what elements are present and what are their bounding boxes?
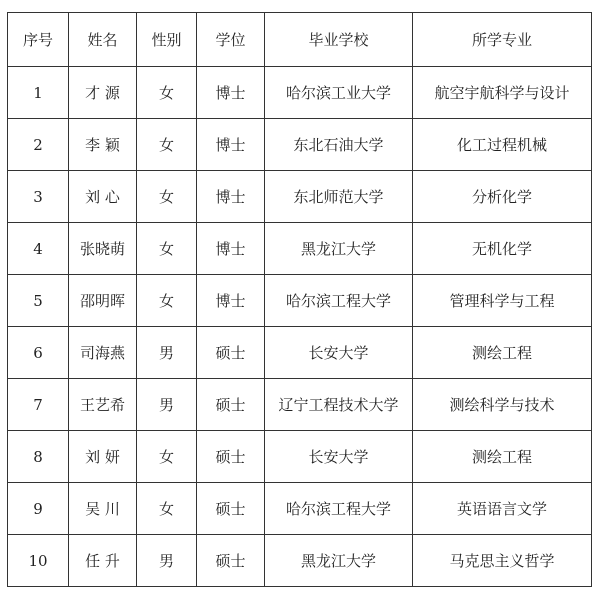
cell-school: 哈尔滨工程大学 bbox=[265, 275, 413, 327]
cell-school: 长安大学 bbox=[265, 431, 413, 483]
cell-no: 5 bbox=[8, 275, 69, 327]
table-row bbox=[8, 379, 592, 431]
cell-gender: 女 bbox=[137, 431, 197, 483]
cell-gender: 男 bbox=[137, 327, 197, 379]
cell-major: 分析化学 bbox=[413, 171, 592, 223]
table-row bbox=[8, 275, 592, 327]
cell-major: 管理科学与工程 bbox=[413, 275, 592, 327]
cell-degree: 博士 bbox=[197, 67, 265, 119]
cell-gender: 女 bbox=[137, 275, 197, 327]
cell-major: 测绘科学与技术 bbox=[413, 379, 592, 431]
table-row bbox=[8, 535, 592, 587]
cell-degree: 硕士 bbox=[197, 327, 265, 379]
header-major: 所学专业 bbox=[413, 13, 592, 67]
cell-gender: 女 bbox=[137, 67, 197, 119]
header-gender: 性别 bbox=[137, 13, 197, 67]
cell-gender: 男 bbox=[137, 535, 197, 587]
cell-no: 7 bbox=[8, 379, 69, 431]
header-name: 姓名 bbox=[69, 13, 137, 67]
cell-school: 黑龙江大学 bbox=[265, 535, 413, 587]
cell-no: 9 bbox=[8, 483, 69, 535]
table-row bbox=[8, 327, 592, 379]
header-no: 序号 bbox=[8, 13, 69, 67]
cell-gender: 女 bbox=[137, 119, 197, 171]
cell-degree: 硕士 bbox=[197, 379, 265, 431]
cell-gender: 女 bbox=[137, 171, 197, 223]
cell-school: 辽宁工程技术大学 bbox=[265, 379, 413, 431]
cell-gender: 女 bbox=[137, 483, 197, 535]
cell-degree: 硕士 bbox=[197, 483, 265, 535]
header-degree: 学位 bbox=[197, 13, 265, 67]
cell-no: 6 bbox=[8, 327, 69, 379]
cell-major: 航空宇航科学与设计 bbox=[413, 67, 592, 119]
cell-school: 东北石油大学 bbox=[265, 119, 413, 171]
cell-name: 邵明晖 bbox=[69, 275, 137, 327]
header-row bbox=[8, 13, 592, 67]
cell-gender: 女 bbox=[137, 223, 197, 275]
cell-name: 才 源 bbox=[69, 67, 137, 119]
cell-school: 黑龙江大学 bbox=[265, 223, 413, 275]
cell-name: 刘 妍 bbox=[69, 431, 137, 483]
cell-no: 1 bbox=[8, 67, 69, 119]
cell-no: 10 bbox=[8, 535, 69, 587]
cell-school: 哈尔滨工业大学 bbox=[265, 67, 413, 119]
cell-school: 长安大学 bbox=[265, 327, 413, 379]
table-row bbox=[8, 67, 592, 119]
table-row bbox=[8, 223, 592, 275]
roster-table bbox=[7, 12, 592, 587]
cell-school: 东北师范大学 bbox=[265, 171, 413, 223]
cell-name: 王艺希 bbox=[69, 379, 137, 431]
table-row bbox=[8, 171, 592, 223]
cell-name: 刘 心 bbox=[69, 171, 137, 223]
cell-no: 4 bbox=[8, 223, 69, 275]
table-row bbox=[8, 431, 592, 483]
table-row bbox=[8, 483, 592, 535]
cell-degree: 博士 bbox=[197, 223, 265, 275]
cell-name: 张晓萌 bbox=[69, 223, 137, 275]
cell-major: 英语语言文学 bbox=[413, 483, 592, 535]
cell-name: 任 升 bbox=[69, 535, 137, 587]
cell-major: 测绘工程 bbox=[413, 431, 592, 483]
header-school: 毕业学校 bbox=[265, 13, 413, 67]
roster-body bbox=[8, 67, 592, 587]
cell-degree: 硕士 bbox=[197, 535, 265, 587]
cell-school: 哈尔滨工程大学 bbox=[265, 483, 413, 535]
cell-major: 化工过程机械 bbox=[413, 119, 592, 171]
cell-name: 司海燕 bbox=[69, 327, 137, 379]
table-row bbox=[8, 119, 592, 171]
cell-gender: 男 bbox=[137, 379, 197, 431]
cell-no: 8 bbox=[8, 431, 69, 483]
cell-degree: 博士 bbox=[197, 275, 265, 327]
cell-major: 测绘工程 bbox=[413, 327, 592, 379]
cell-no: 3 bbox=[8, 171, 69, 223]
cell-name: 李 颖 bbox=[69, 119, 137, 171]
cell-degree: 博士 bbox=[197, 171, 265, 223]
roster-table-container bbox=[7, 12, 592, 587]
cell-degree: 硕士 bbox=[197, 431, 265, 483]
cell-degree: 博士 bbox=[197, 119, 265, 171]
cell-no: 2 bbox=[8, 119, 69, 171]
cell-major: 无机化学 bbox=[413, 223, 592, 275]
cell-name: 吴 川 bbox=[69, 483, 137, 535]
cell-major: 马克思主义哲学 bbox=[413, 535, 592, 587]
